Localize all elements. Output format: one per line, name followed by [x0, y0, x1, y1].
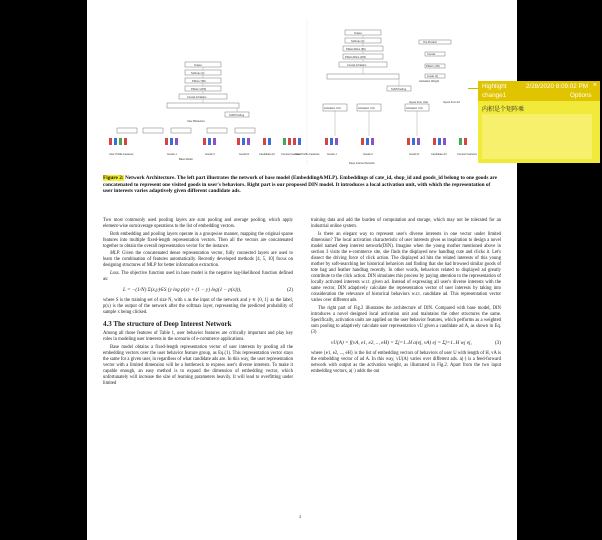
din-input-user-profile: User Profile Features [295, 153, 320, 156]
paragraph: Two most commonly used pooling layers are sum pooling and average pooling, which apply element-wise sum/average operations to the list of embedding vectors. [103, 218, 293, 230]
base-input-candidate-ad: Candidate Ad [259, 153, 275, 156]
paragraph: training data and add the burden of computation and storage, which may not be tolerated for an industrial online system. [311, 218, 501, 230]
equation-number: (2) [286, 286, 293, 293]
din-activation-unit-1: Activation Unit [324, 107, 341, 110]
base-prelu200-label: PReLU (200) [191, 88, 207, 91]
annotation-edit-area[interactable] [482, 114, 592, 159]
base-input-goods2: Goods 2 [205, 153, 215, 156]
act-inputs-user-label: Inputs from User [409, 101, 429, 104]
figure-caption [103, 175, 501, 195]
base-input-user-profile: User Profile Features [109, 153, 134, 156]
right-column [311, 218, 501, 377]
paragraph: Base model obtains a fixed-length representation vector of user interests by pooling all the embedding vectors over the user behavior feature group, as Eq.(1). This representation vector stays the same for a given user, in regardless of what candidate ads are. In this way, the user representation vector with a limited dimension will be a bottleneck to express user's diverse interests. To make it capable enough, an easy method is to expand the dimension of embedding vector, which unfortunately will increase the size of learning parameters heavily. It will lead to overfitting under limited [103, 344, 293, 387]
din-activation-unit-3: Activation Unit [406, 107, 423, 110]
paragraph: where {e1, e2, ..., eH} is the list of embedding vectors of behaviors of user U with length of H, vA is the embedding vector of ad A. In this way, vU(A) varies over different ads. a(·) is a feed-forward network with output as the activation weight, as illustrated in Fig.2. Apart from the two input embedding vectors, a(·) adds the out [311, 350, 501, 375]
act-prelu-label: PReLU (36) [426, 65, 440, 68]
annotation-title: Highlight [482, 83, 507, 90]
base-input-context: Context Features [281, 153, 301, 156]
paragraph: Among all those features of Table 1, user behavior features are critically important and play key roles in modeling user interests in the scenario of e-commerce applications. [103, 331, 293, 343]
paragraph: The right part of Fig.2 illustrates the architecture of DIN. Compared with base model, DIN introduces a novel designed local activation unit and maintains the other structures the same. Specifically, activation units are applied on the user behavior features, which performs as a weighted sum pooling to adaptively calculate user representation vU given a candidate ad A, as shown in Eq.(3) [311, 305, 501, 335]
architecture-figure [87, 0, 517, 172]
equation-2: L = −(1/N) Σ(x,y)∈S (y log p(x) + (1 − y) log(1 − p(x))), (2) [123, 286, 293, 293]
base-softmax-label: Softmax (2) [191, 72, 205, 75]
din-output-label: Output [354, 32, 362, 35]
caption-text: Network Architecture. The left part illustrates the network of base model (Embedding&MLP). Embeddings of cate_id, shop_id and goods_id belong to one goods are concatenated to represent one visited goods in user's behaviors. Right part is our proposed DIN model. It introduces a local activation unit, with which the representation of user interests varies adaptively given different candidate ads. [103, 175, 497, 195]
din-activation-unit-2: Activation Unit [358, 107, 375, 110]
act-out-product-label: Out Product [423, 41, 437, 44]
paragraph: Given the concatenated dense representation vector, fully connected layers are used to learn the combination of features automatically. Recently developed methods [4, 5, 10] focus on designing structures of MLP for better information extraction. [103, 251, 293, 269]
act-inputs-ad-label: Inputs from Ad [443, 101, 460, 104]
left-column [103, 218, 293, 389]
base-sum-pooling-label: SUM Pooling [229, 114, 245, 117]
din-input-goods1: Goods 1 [327, 153, 337, 156]
paragraph: Both embedding and pooling layers operate in a groupwise manner, mapping the original sparse features into multiple fixed-length representation vectors. Then all the vectors are concatenated together to obtain the overall representation vector for the instance. [103, 231, 293, 249]
annotation-connector [468, 88, 478, 89]
equation-number: (3) [494, 339, 501, 346]
din-label: Deep Interest Network [349, 162, 375, 165]
din-prelu80-label: PReLU/Dice (80) [346, 48, 366, 51]
base-input-goods1: Goods 1 [167, 153, 177, 156]
base-concat-flatten-label: Concat & Flatten [187, 96, 207, 99]
equation-3: vU(A) = f(vA, e1, e2, .., eH) = Σj=1..H a(ej, vA) ej = Σj=1..H wj ej, (3) [331, 339, 501, 346]
din-prelu200-label: PReLU/Dice (200) [345, 56, 367, 59]
annotation-date: 2/28/2020 8:09:02 PM [526, 83, 588, 90]
act-concat-label: Concat [427, 53, 436, 56]
base-model-label: Base Model [179, 158, 193, 161]
figure-diagram [87, 0, 517, 172]
din-input-goodsn: Goods N [409, 153, 420, 156]
din-softmax-label: Softmax (2) [351, 40, 365, 43]
base-prelu80-label: PReLU (80) [192, 80, 206, 83]
din-concat-flatten-label: Concat & Flatten [347, 64, 367, 67]
din-sum-pooling-label: SUM Pooling [391, 88, 407, 91]
paragraph: The objective function used in base model is the negative log-likelihood function defined as: [103, 270, 293, 282]
close-icon[interactable]: × [592, 82, 597, 89]
pdf-page [87, 0, 517, 540]
paragraph: where S is the training set of size N, with x as the input of the network and y ∈ {0, 1} as the label, p(x) is the output of the network after the softmax layer, representing the predicted probability of sample x being clicked. [103, 298, 293, 316]
base-behaviors-label: User Behaviors [187, 120, 205, 123]
din-input-candidate-ad: Candidate Ad [431, 153, 447, 156]
din-input-goods2: Goods 2 [363, 153, 373, 156]
mlp-heading: MLP. [110, 251, 120, 257]
section-title: 4.3 The structure of Deep Interest Network [103, 320, 232, 329]
base-input-goodsn: Goods N [239, 153, 250, 156]
figure-label-highlight[interactable]: Figure 2: [103, 175, 124, 181]
page-number: 4 [299, 514, 301, 519]
annotation-options-button[interactable]: Options [570, 92, 592, 99]
annotation-header[interactable] [478, 81, 600, 101]
paragraph: Is there an elegant way to represent user's diverse interests in one vector under limited dimension? The local activation characteristic of user interests gives us inspiration to design a novel model named deep interest network(DIN). Imagine when the young mother mentioned above in section 3 visits the e-commerce site, she finds the displayed new handbag cute and clicks it. Let's dissect the driving force of click action. The displayed ad hits the related interests of this young mother by soft-searching her historical behaviors and finding that she had browsed similar goods of tote bag and leather handbag recently. In other words, behaviors related to displayed ad greatly contribute to the click action. DIN simulates this process by paying attention to the representation of locally activated interests w.r.t. given ad. Instead of expressing all user's diverse interests with the same vector, DIN adaptively calculate the representation vector of user interests by taking into consideration the relevance of historical behaviors w.r.t. candidate ad. This representation vector varies over different ads. [311, 231, 501, 304]
annotation-text[interactable]: 内积是个矩阵乘 [482, 107, 525, 113]
annotation-popup[interactable] [478, 81, 600, 163]
din-input-context: Context Features [457, 153, 477, 156]
act-linear-label: Linear (1) [427, 75, 439, 78]
annotation-author: change1 [482, 92, 507, 99]
loss-heading: Loss. [110, 270, 120, 276]
base-output-label: Output [194, 64, 202, 67]
activation-weight-label: Activation Weight [419, 80, 439, 83]
